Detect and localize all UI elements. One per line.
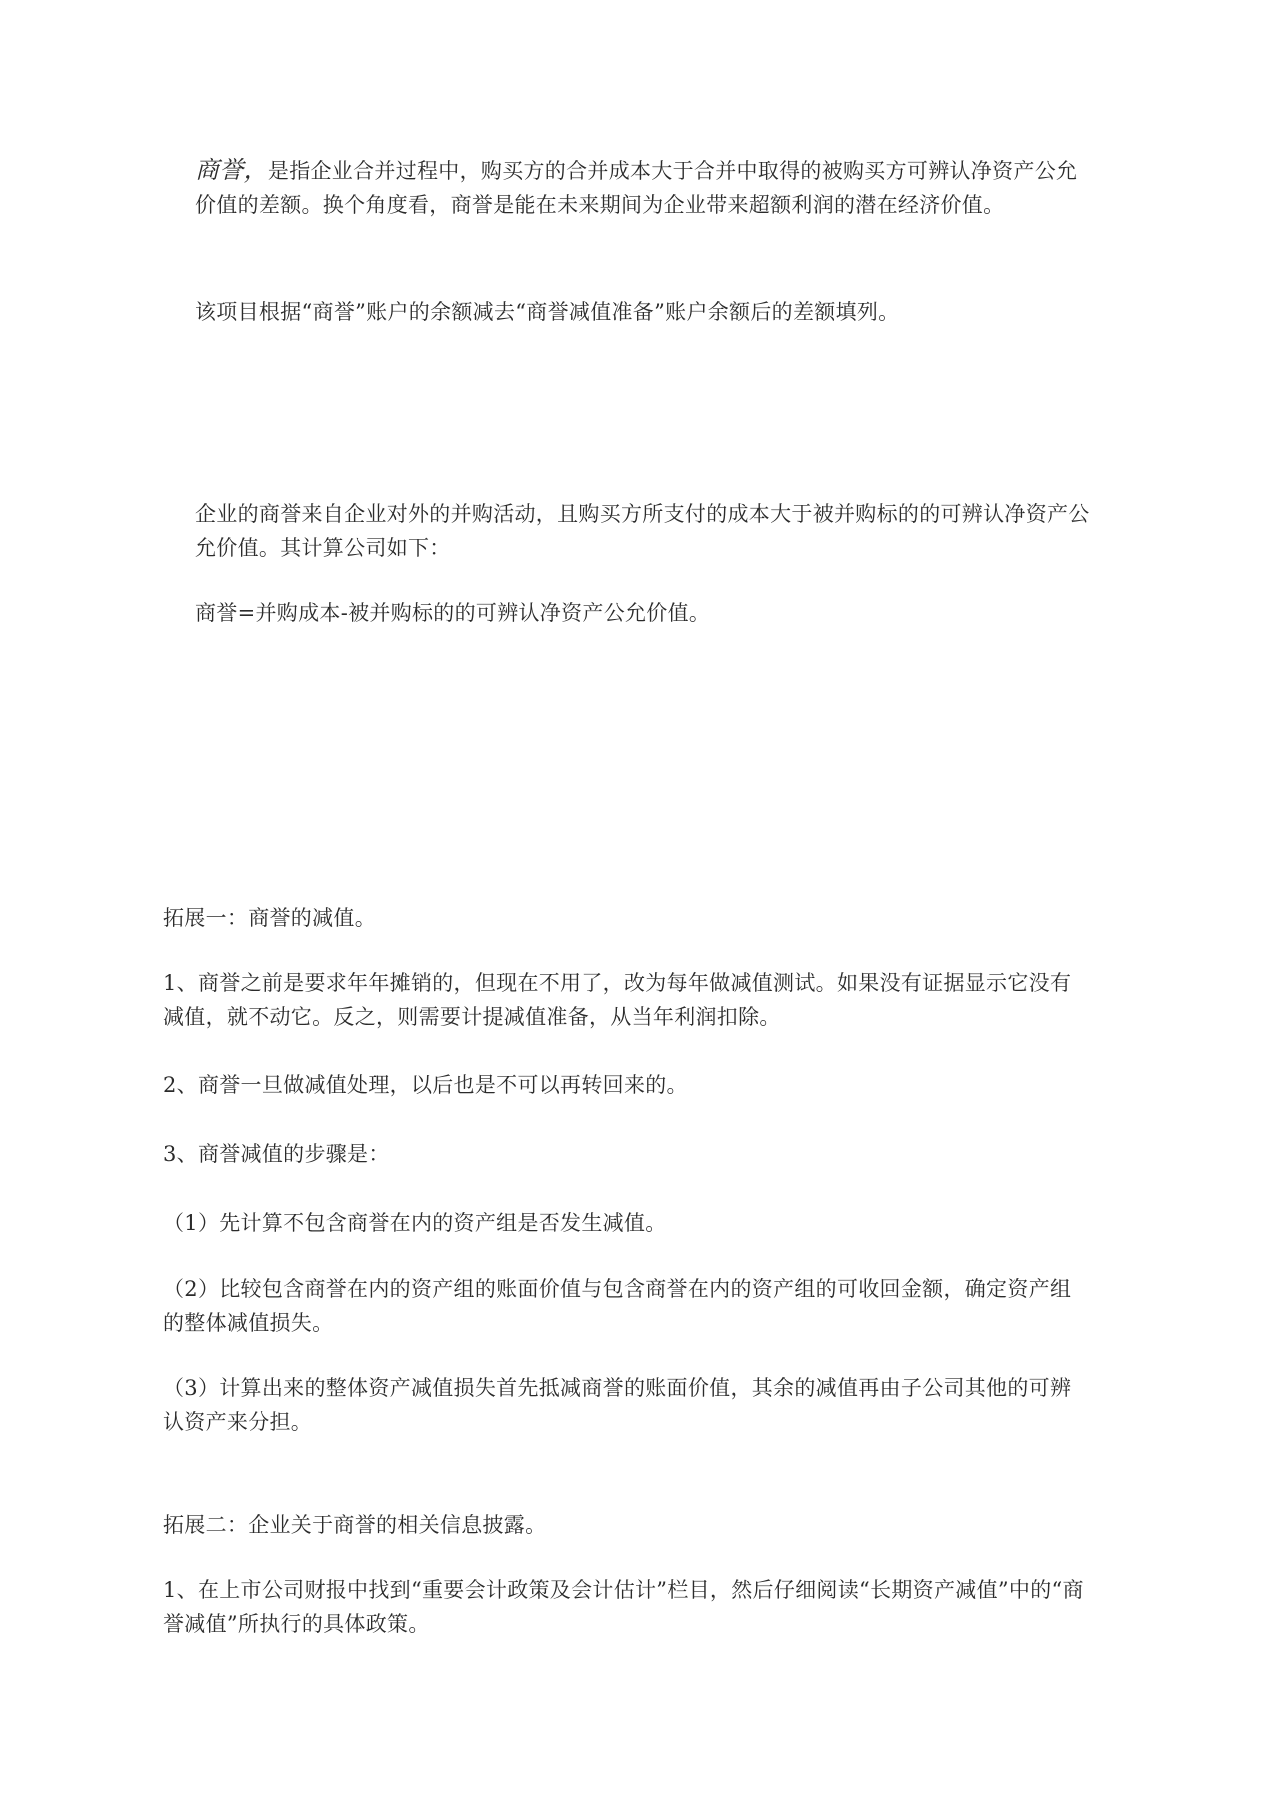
extension-two-title: 拓展二：企业关于商誉的相关信息披露。 <box>163 1513 547 1537</box>
impairment-step-1: （1）先计算不包含商誉在内的资产组是否发生减值。 <box>163 1211 667 1235</box>
goodwill-definition-text: 是指企业合并过程中，购买方的合并成本大于合并中取得的被购买方可辨认净资产公允价值的差额。换个角度看，商誉是能在未来期间为企业带来超额利润的潜在经济价值。 <box>195 159 1078 217</box>
extension-one-point-1: 1、商誉之前是要求年年摊销的，但现在不用了，改为每年做减值测试。如果没有证据显示它没有减值，就不动它。反之，则需要计提减值准备，从当年利润扣除。 <box>163 971 1072 1029</box>
extension-one-title: 拓展一：商誉的减值。 <box>163 906 376 930</box>
extension-two-point-1: 1、在上市公司财报中找到“重要会计政策及会计估计”栏目，然后仔细阅读“长期资产减值”中的“商誉减值”所执行的具体政策。 <box>163 1578 1084 1636</box>
goodwill-formula: 商誉=并购成本-被并购标的的可辨认净资产公允价值。 <box>195 601 711 625</box>
impairment-step-2: （2）比较包含商誉在内的资产组的账面价值与包含商誉在内的资产组的可收回金额，确定资产组的整体减值损失。 <box>163 1277 1072 1335</box>
extension-one-point-2: 2、商誉一旦做减值处理，以后也是不可以再转回来的。 <box>163 1073 688 1097</box>
extension-one-point-3: 3、商誉减值的步骤是： <box>163 1142 390 1166</box>
impairment-step-3: （3）计算出来的整体资产减值损失首先抵减商誉的账面价值，其余的减值再由子公司其他的可辨认资产来分担。 <box>163 1376 1072 1434</box>
goodwill-term: 商誉， <box>195 156 268 184</box>
fill-rule-paragraph: 该项目根据“商誉”账户的余额减去“商誉减值准备”账户余额后的差额填列。 <box>195 300 900 324</box>
goodwill-source-paragraph: 企业的商誉来自企业对外的并购活动，且购买方所支付的成本大于被并购标的的可辨认净资产公允价值。其计算公司如下： <box>195 502 1090 560</box>
goodwill-definition <box>195 153 1095 222</box>
